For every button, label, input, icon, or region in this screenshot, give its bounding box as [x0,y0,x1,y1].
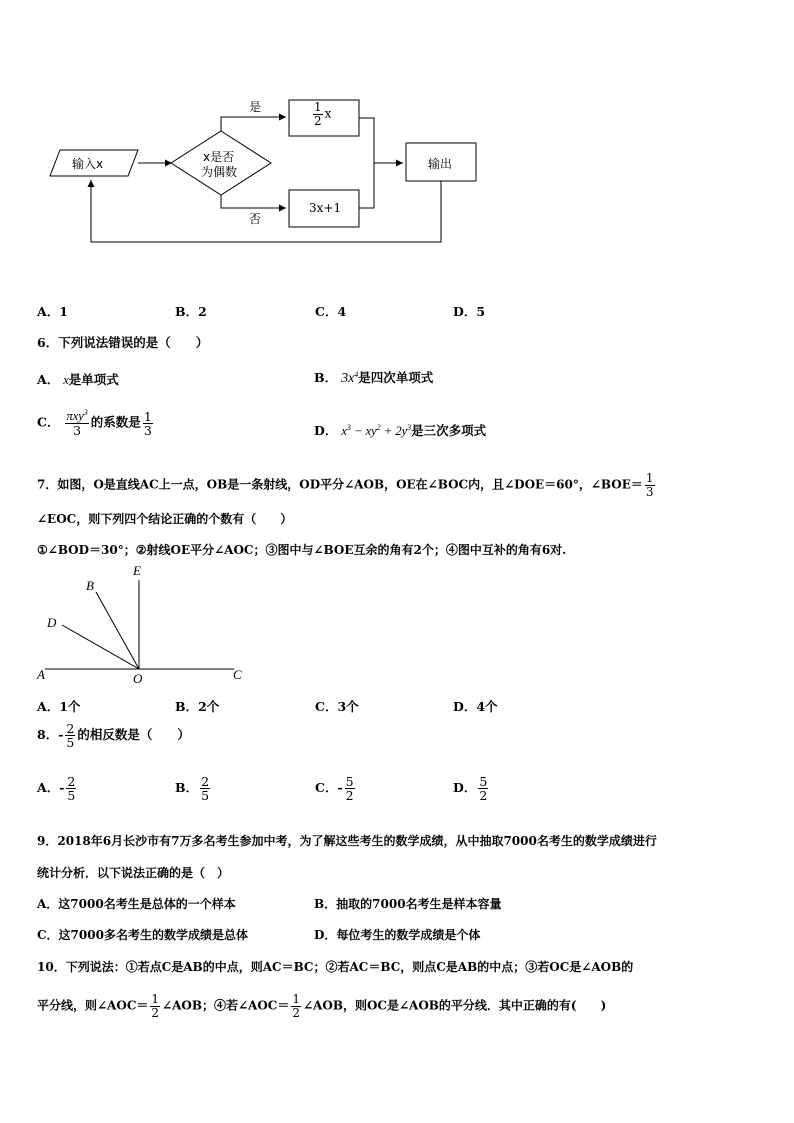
flow-yes-label: 是 [249,100,262,114]
q7-angle-figure [0,560,300,690]
q7-option-a: A．1个 [37,699,81,714]
q8-option-a: A．- $\frac{2}{5}$ [37,774,76,804]
q8-option-b: B． $\frac{2}{5}$ [175,774,210,804]
flow-decision-line1: x是否 [203,150,235,164]
q9-option-d: D．每位考生的数学成绩是个体 [314,928,481,942]
flow-odd-label: 3x+1 [309,201,342,215]
q7-label-e: E [133,563,141,578]
q8-stem: 8．- $\frac{2}{5}$ 的相反数是（ ） [37,721,190,751]
q5-option-d: D．5 [453,304,486,319]
q6-option-d: D． $x^3 - xy^2 + 2y^3$是三次多项式 [314,422,487,438]
q7-option-b: B．2个 [175,699,220,714]
q9-line1: 9．2018年6月长沙市有7万多名考生参加中考，为了解这些考生的数学成绩，从中抽取7000名考生的数学成绩进行 [37,834,657,848]
q7-option-d: D．4个 [453,699,498,714]
q9-line2: 统计分析．以下说法正确的是（ ） [37,866,230,880]
flow-no-label: 否 [249,212,262,226]
q8-option-c: C．- $\frac{5}{2}$ [315,774,354,804]
q7-option-c: C．3个 [315,699,359,714]
q9-option-b: B．抽取的7000名考生是样本容量 [314,897,502,911]
q7-label-d: D [47,615,57,630]
q7-line1: 7．如图，O是直线AC上一点，OB是一条射线，OD平分∠AOB，OE在∠BOC内，且∠DOE＝60°，∠BOE＝ $\frac{1}{3}$ [37,471,654,499]
q6-stem: 6．下列说法错误的是（ ） [37,335,209,350]
q10-line1: 10．下列说法：①若点C是AB的中点，则AC＝BC；②若AC＝BC，则点C是AB的中点；③若OC是∠AOB的 [37,960,634,974]
q7-label-a: A [37,667,45,682]
q7-label-b: B [86,578,94,593]
q8-option-d: D． $\frac{5}{2}$ [453,774,488,804]
flow-half-expr: $\frac{1}{2}$ x [314,100,332,128]
flow-input-label: 输入x [72,157,104,171]
flow-decision-line2: 为偶数 [201,165,238,179]
q6-option-b: B． $3x^4$是四次单项式 [314,369,434,386]
q6-option-a: A． x是单项式 [37,372,119,387]
flowchart [0,0,794,260]
q7-line3: ①∠BOD＝30°；②射线OE平分∠AOC；③图中与∠BOE互余的角有2个；④图中互补的角有6对. [37,543,567,557]
q7-label-c: C [233,667,242,682]
q5-option-b: B．2 [175,304,207,319]
flow-output-label: 输出 [428,157,453,171]
q5-option-c: C．4 [315,304,347,319]
q7-line2: ∠EOC，则下列四个结论正确的个数有（ ） [37,512,293,526]
q10-line2: 平分线，则∠AOC＝ $\frac{1}{2}$ ∠AOB；④若∠AOC＝ $\frac{1}{2}$ ∠AOB，则OC是∠AOB的平分线．其中正确的有( ) [37,992,607,1020]
q9-option-a: A．这7000名考生是总体的一个样本 [37,897,236,911]
q7-label-o: O [133,671,143,686]
q9-option-c: C．这7000多名考生的数学成绩是总体 [37,928,248,942]
q6-option-c: C． $\frac{\pi xy^3}{3}$ 的系数是 $\frac{1}{3}$ [37,408,152,439]
q5-option-a: A．1 [37,304,68,319]
